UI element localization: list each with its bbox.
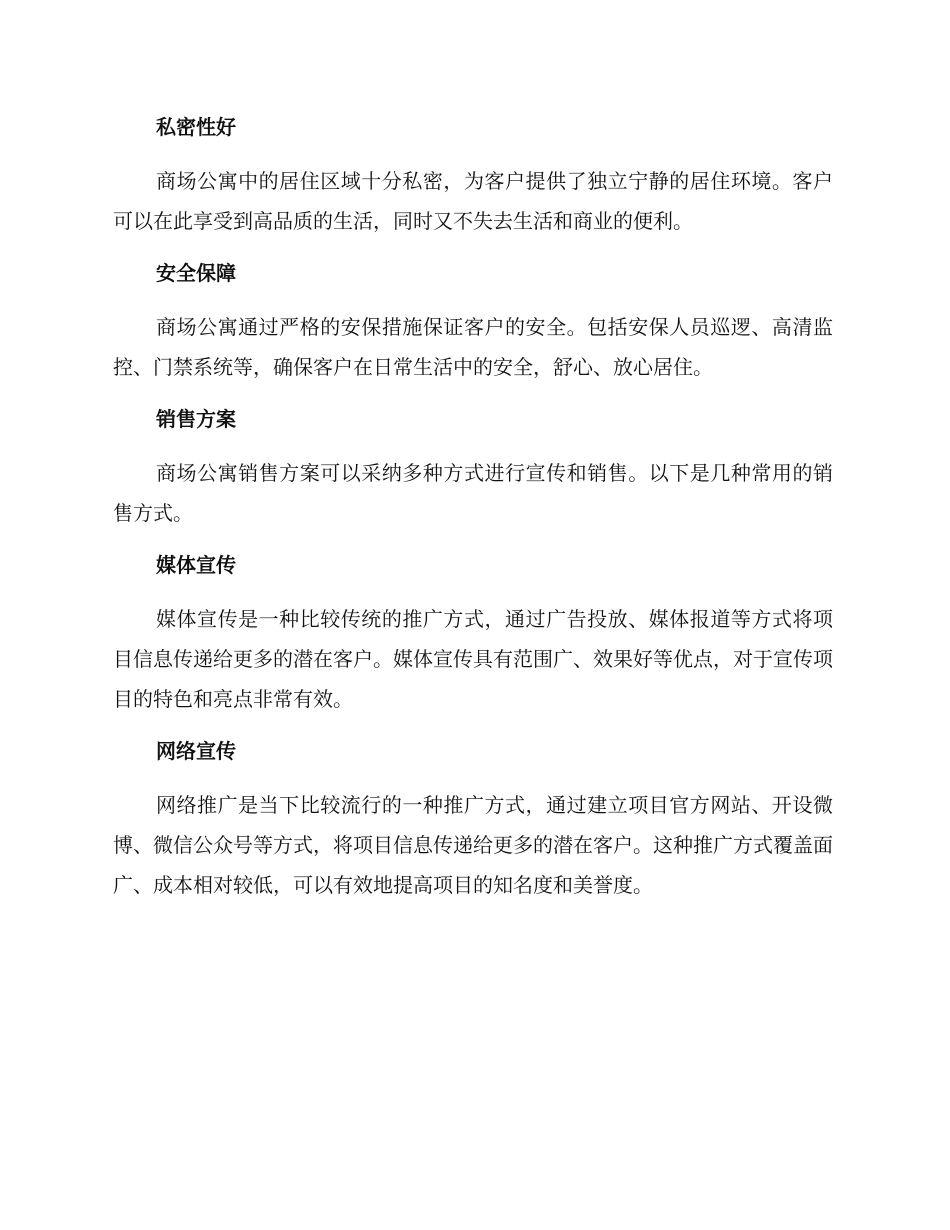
section-sales-plan — [113, 402, 833, 533]
section-heading: 私密性好 — [156, 115, 236, 139]
section-heading: 销售方案 — [156, 407, 236, 431]
section-security — [113, 256, 833, 387]
document-body — [113, 110, 833, 920]
section-paragraph: 商场公寓中的居住区域十分私密，为客户提供了独立宁静的居住环境。客户可以在此享受到高品质的生活，同时又不失去生活和商业的便利。 — [113, 169, 833, 233]
section-paragraph: 媒体宣传是一种比较传统的推广方式，通过广告投放、媒体报道等方式将项目信息传递给更多的潜在客户。媒体宣传具有范围广、效果好等优点，对于宣传项目的特色和亮点非常有效。 — [113, 607, 833, 711]
section-paragraph: 商场公寓销售方案可以采纳多种方式进行宣传和销售。以下是几种常用的销售方式。 — [113, 461, 833, 525]
section-paragraph: 网络推广是当下比较流行的一种推广方式，通过建立项目官方网站、开设微博、微信公众号等方式，将项目信息传递给更多的潜在客户。这种推广方式覆盖面广、成本相对较低，可以有效地提高项目的知名度和美誉度。 — [113, 793, 833, 897]
section-online-promotion — [113, 734, 833, 905]
section-media-promotion — [113, 548, 833, 719]
section-heading: 网络宣传 — [156, 739, 236, 763]
section-privacy — [113, 110, 833, 241]
section-heading: 媒体宣传 — [156, 553, 236, 577]
section-paragraph: 商场公寓通过严格的安保措施保证客户的安全。包括安保人员巡逻、高清监控、门禁系统等，确保客户在日常生活中的安全，舒心、放心居住。 — [113, 315, 833, 379]
section-heading: 安全保障 — [156, 261, 236, 285]
